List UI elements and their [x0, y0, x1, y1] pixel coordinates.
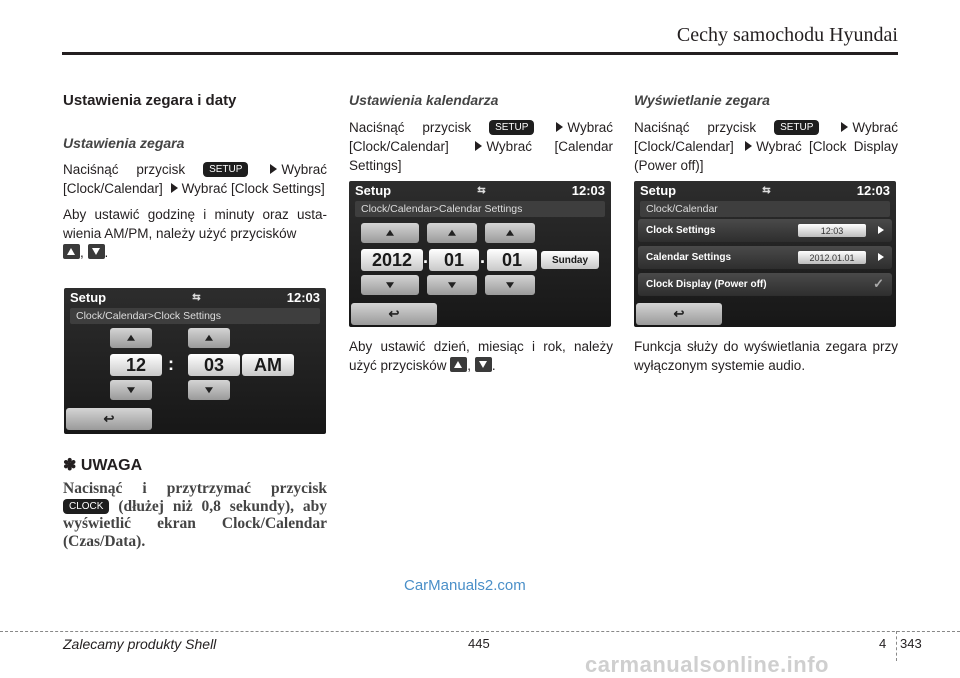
footer-divider [896, 631, 897, 661]
footer-chapter-number: 4 [879, 636, 887, 651]
row-label: Clock Settings [646, 225, 716, 236]
text-usage: Aby ustawić dzień, miesiąc i rok, należy użyć przycisków [349, 339, 613, 373]
usb-icon: ⇆ [477, 184, 486, 196]
text-usage: Aby ustawić godzinę i minuty oraz usta-wienia AM/PM, należy użyć przycisków [63, 207, 327, 241]
row-value: 2012.01.01 [798, 251, 866, 264]
day-up-button[interactable] [485, 223, 535, 243]
clock-calendar-screen [634, 181, 896, 327]
text-press: Naciśnąć przycisk [349, 120, 472, 135]
text-sep: , [80, 245, 84, 260]
column-clock-settings [63, 92, 327, 269]
minute-down-button[interactable] [188, 380, 230, 400]
column-calendar-settings [349, 92, 613, 182]
screen-time: 12:03 [856, 182, 890, 198]
text-usage: Funkcja służy do wyświetlania zegara przy wyłączonym systemie audio. [634, 339, 898, 373]
ampm-value: AM [242, 354, 294, 376]
text-end: . [104, 245, 109, 260]
screen-title: Setup [640, 182, 677, 198]
year-value: 2012 [361, 249, 423, 271]
arrow-right-icon [171, 183, 178, 193]
row-value: 12:03 [798, 224, 866, 237]
instruction-paragraph [349, 118, 613, 175]
back-button[interactable]: ↩ [66, 408, 152, 430]
time-colon: : [168, 354, 174, 374]
subtitle-calendar: Ustawienia kalendarza [349, 92, 499, 108]
up-icon [127, 335, 135, 341]
day-down-button[interactable] [485, 275, 535, 295]
note-text-pre: Nacisnąć i przytrzymać przycisk [63, 480, 327, 497]
note-title: ✽ UWAGA [63, 457, 143, 474]
up-icon [386, 230, 394, 236]
menu-row-clock-settings[interactable] [638, 219, 892, 242]
text-step-b: Wybrać [Clock Settings] [181, 181, 325, 196]
subtitle-clock: Ustawienia zegara [63, 135, 185, 151]
minute-up-button[interactable] [188, 328, 230, 348]
text-step-a: Wybrać [Clock/Calendar] [63, 162, 327, 196]
down-icon [127, 387, 135, 393]
screen-time: 12:03 [286, 289, 320, 305]
date-dot: . [423, 247, 429, 267]
screen-path: Clock/Calendar [640, 201, 890, 217]
screen-header [349, 181, 611, 199]
hour-down-button[interactable] [110, 380, 152, 400]
site-watermark: carmanualsonline.info [585, 652, 829, 677]
down-icon [205, 387, 213, 393]
hour-value: 12 [110, 354, 162, 376]
back-button[interactable]: ↩ [636, 303, 722, 325]
subtitle-display: Wyświetlanie zegara [634, 92, 770, 108]
up-button-icon [63, 244, 80, 259]
back-button[interactable]: ↩ [351, 303, 437, 325]
down-icon [506, 282, 514, 288]
row-label: Clock Display (Power off) [646, 279, 767, 290]
setup-badge: SETUP [774, 120, 819, 135]
screen-time: 12:03 [571, 182, 605, 198]
screen-path: Clock/Calendar>Clock Settings [70, 308, 320, 324]
down-icon [448, 282, 456, 288]
text-step-b: Wybrać [Calendar Settings] [349, 139, 613, 173]
calendar-usage-paragraph [349, 337, 613, 375]
year-down-button[interactable] [361, 275, 419, 295]
usage-paragraph [63, 205, 327, 262]
screen-title: Setup [70, 289, 107, 305]
screen-header [634, 181, 896, 199]
text-press: Naciśnąć przycisk [634, 120, 757, 135]
down-button-icon [475, 357, 492, 372]
day-value: 01 [487, 249, 537, 271]
note-text-post: (dłużej niż 0,8 sekundy), aby wyświetlić ekran Clock/Calendar (Czas/Data). [63, 497, 327, 550]
text-step-b: Wybrać [Clock Display (Power off)] [634, 139, 898, 173]
menu-row-calendar-settings[interactable] [638, 246, 892, 269]
up-icon [448, 230, 456, 236]
text-end: . [491, 358, 496, 373]
row-label: Calendar Settings [646, 252, 732, 263]
display-usage-paragraph [634, 337, 898, 375]
arrow-right-icon [556, 122, 563, 132]
up-icon [205, 335, 213, 341]
screen-path: Clock/Calendar>Calendar Settings [355, 201, 605, 217]
arrow-right-icon [270, 164, 277, 174]
column-clock-display [634, 92, 898, 182]
arrow-right-icon [475, 141, 482, 151]
instruction-paragraph [63, 160, 327, 198]
setup-badge: SETUP [203, 162, 248, 177]
calendar-settings-screen [349, 181, 611, 327]
text-step-a: Wybrać [Clock/Calendar] [634, 120, 898, 154]
hour-up-button[interactable] [110, 328, 152, 348]
setup-badge: SETUP [489, 120, 534, 135]
date-dot: . [480, 247, 486, 267]
section-title: Ustawienia zegara i daty [63, 92, 237, 109]
text-press: Naciśnąć przycisk [63, 162, 186, 177]
footer-left-text: Zalecamy produkty Shell [63, 636, 217, 652]
up-icon [506, 230, 514, 236]
clock-badge: CLOCK [63, 499, 109, 514]
watermark-link[interactable]: CarManuals2.com [404, 577, 526, 594]
footer-page-number: 445 [468, 636, 490, 651]
arrow-right-icon [745, 141, 752, 151]
note-body [63, 480, 327, 550]
instruction-paragraph [634, 118, 898, 175]
screen-title: Setup [355, 182, 392, 198]
year-up-button[interactable] [361, 223, 419, 243]
header-title: Cechy samochodu Hyundai [676, 24, 898, 46]
usb-icon: ⇆ [192, 291, 201, 303]
check-icon: ✓ [873, 276, 884, 291]
usb-icon: ⇆ [762, 184, 771, 196]
footer-page: 343 [900, 636, 922, 651]
up-button-icon [450, 357, 467, 372]
text-step-a: Wybrać [Clock/Calendar] [349, 120, 613, 154]
down-icon [386, 282, 394, 288]
minute-value: 03 [188, 354, 240, 376]
month-value: 01 [429, 249, 479, 271]
month-down-button[interactable] [427, 275, 477, 295]
header-rule [62, 52, 898, 55]
chevron-right-icon [878, 253, 884, 261]
footer-rule [0, 631, 960, 632]
weekday-value: Sunday [541, 251, 599, 269]
month-up-button[interactable] [427, 223, 477, 243]
text-sep: , [467, 358, 472, 373]
menu-row-clock-display[interactable] [638, 273, 892, 296]
arrow-right-icon [841, 122, 848, 132]
chevron-right-icon [878, 226, 884, 234]
clock-settings-screen [64, 288, 326, 434]
down-button-icon [88, 244, 105, 259]
screen-header [64, 288, 326, 306]
